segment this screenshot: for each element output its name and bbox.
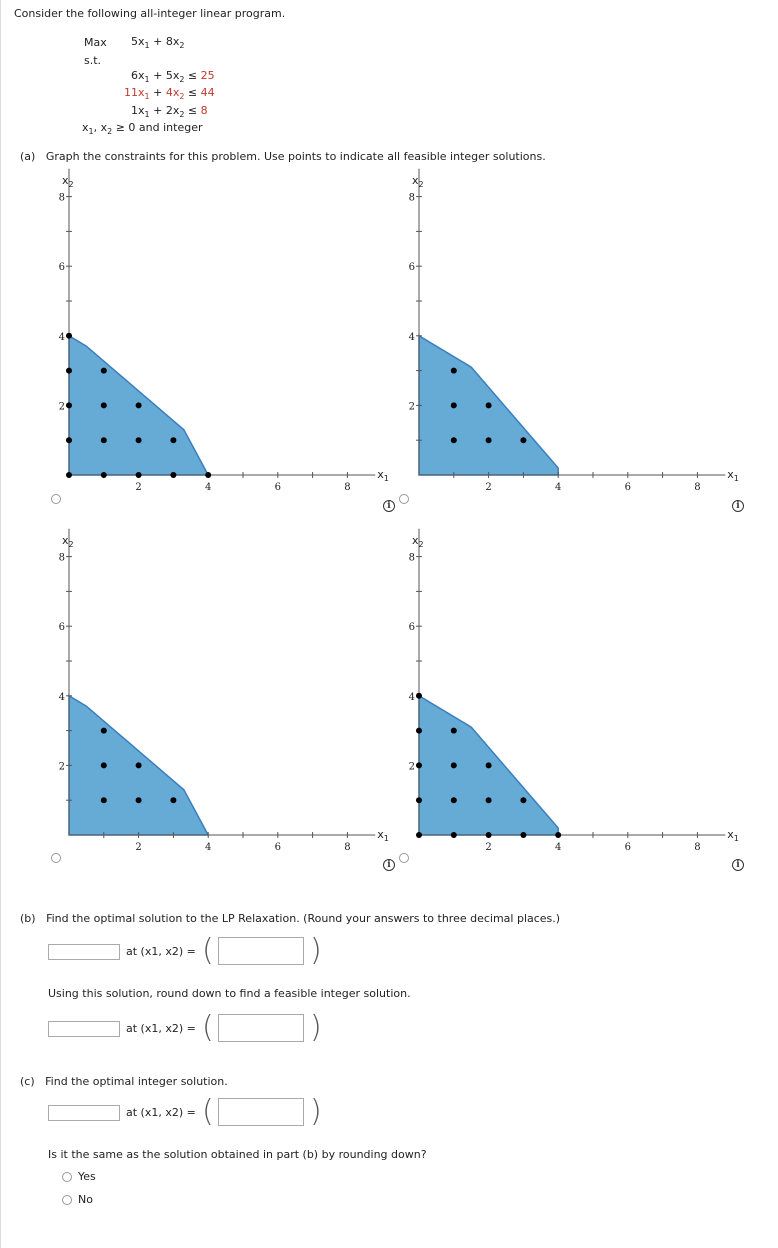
- round-down-text: Using this solution, round down to find a feasible integer solution.: [48, 987, 411, 1000]
- graph-2-radio[interactable]: [399, 494, 409, 504]
- integer-point: [170, 472, 176, 478]
- y-tick-label: 2: [58, 761, 65, 773]
- integer-point: [136, 472, 142, 478]
- at-label: at (x1, x2) =: [126, 1022, 196, 1035]
- integer-point: [136, 402, 142, 408]
- nonnegativity-constraint: $x_1$, $x_2 \ge 0$ and integer: [82, 121, 203, 136]
- part-c-question: (c) Find the optimal integer solution.: [20, 1075, 228, 1088]
- graph-4-plot: [370, 528, 740, 868]
- graph-4-info-icon[interactable]: i: [732, 859, 744, 871]
- integer-point: [101, 368, 107, 374]
- no-label: No: [78, 1193, 93, 1206]
- x-tick-label: 8: [694, 842, 701, 853]
- part-a-question: (a) Graph the constraints for this problem. Use points to indicate all feasible integer solutions.: [20, 150, 546, 163]
- graph-3-radio[interactable]: [51, 853, 61, 863]
- constraint-2: $11x_1 + 4x_2 \le 44$: [124, 86, 215, 101]
- integer-point: [66, 368, 72, 374]
- x-axis-label: $x_1$: [377, 828, 389, 843]
- integer-point: [170, 437, 176, 443]
- x-axis-label: $x_1$: [727, 828, 739, 843]
- rounded-coord-input[interactable]: [218, 1014, 304, 1042]
- x-tick-label: 2: [135, 842, 142, 853]
- x-tick-label: 8: [344, 482, 351, 493]
- x-tick-label: 6: [274, 482, 281, 493]
- close-paren: ): [310, 1010, 322, 1045]
- integer-point: [170, 797, 176, 803]
- integer-point: [486, 437, 492, 443]
- integer-point: [451, 762, 457, 768]
- close-paren: ): [310, 933, 322, 968]
- integer-point: [486, 832, 492, 838]
- integer-point: [416, 693, 422, 699]
- y-axis-label: $x_2$: [412, 534, 424, 549]
- y-axis-label: $x_2$: [412, 174, 424, 189]
- x-tick-label: 4: [555, 842, 562, 853]
- graph-2-plot: [370, 168, 740, 508]
- yes-radio[interactable]: [62, 1172, 72, 1182]
- graph-1-plot: [20, 168, 390, 508]
- open-paren: (: [202, 1094, 214, 1129]
- integer-point: [486, 402, 492, 408]
- integer-point: [101, 728, 107, 734]
- yes-label: Yes: [78, 1170, 96, 1183]
- integer-point: [205, 472, 211, 478]
- integer-point: [101, 797, 107, 803]
- part-b-question: (b) Find the optimal solution to the LP Relaxation. (Round your answers to three decimal places.): [20, 912, 561, 925]
- integer-point: [416, 832, 422, 838]
- integer-point: [136, 437, 142, 443]
- integer-point: [101, 402, 107, 408]
- x-tick-label: 6: [624, 842, 631, 853]
- option-yes[interactable]: [62, 1170, 96, 1183]
- lp-relaxation-answer-row: [48, 935, 348, 969]
- graph-3-info-icon[interactable]: i: [383, 859, 395, 871]
- max-label: Max: [84, 36, 107, 49]
- y-tick-label: 8: [408, 552, 415, 564]
- same-solution-question: Is it the same as the solution obtained in part (b) by rounding down?: [48, 1148, 427, 1161]
- open-paren: (: [202, 933, 214, 968]
- objective-function: $5x_1 + 8x_2$: [131, 35, 185, 50]
- integer-point: [520, 437, 526, 443]
- integer-point: [101, 437, 107, 443]
- x-tick-label: 4: [205, 842, 212, 853]
- rounded-answer-row: [48, 1012, 348, 1046]
- y-axis-label: $x_2$: [62, 174, 74, 189]
- x-tick-label: 6: [274, 842, 281, 853]
- y-tick-label: 2: [408, 401, 415, 413]
- integer-point: [416, 797, 422, 803]
- graph-option-4: [370, 528, 740, 868]
- rounded-value-input[interactable]: [48, 1021, 120, 1037]
- x-tick-label: 4: [205, 482, 212, 493]
- x-axis-label: $x_1$: [727, 468, 739, 483]
- y-tick-label: 8: [408, 192, 415, 204]
- graph-option-1: [20, 168, 390, 508]
- st-label: s.t.: [84, 54, 102, 67]
- integer-point: [416, 728, 422, 734]
- integer-point: [520, 832, 526, 838]
- y-tick-label: 6: [408, 622, 415, 634]
- constraint-3: $1x_1 + 2x_2 \le 8$: [131, 104, 208, 119]
- graph-4-radio[interactable]: [399, 853, 409, 863]
- x-tick-label: 2: [135, 482, 142, 493]
- no-radio[interactable]: [62, 1195, 72, 1205]
- x-axis-label: $x_1$: [377, 468, 389, 483]
- integer-point: [451, 797, 457, 803]
- integer-point: [66, 333, 72, 339]
- integer-point: [66, 437, 72, 443]
- integer-point: [520, 797, 526, 803]
- integer-point: [451, 437, 457, 443]
- open-paren: (: [202, 1010, 214, 1045]
- y-tick-label: 8: [58, 552, 65, 564]
- y-tick-label: 6: [408, 262, 415, 274]
- close-paren: ): [310, 1094, 322, 1129]
- y-tick-label: 4: [58, 331, 65, 343]
- integer-point: [136, 797, 142, 803]
- y-tick-label: 6: [58, 262, 65, 274]
- integer-point: [451, 368, 457, 374]
- y-tick-label: 2: [408, 761, 415, 773]
- x-tick-label: 2: [485, 482, 492, 493]
- y-tick-label: 4: [58, 691, 65, 703]
- option-no[interactable]: [62, 1193, 93, 1206]
- integer-coord-input[interactable]: [218, 1098, 304, 1126]
- x-tick-label: 8: [694, 482, 701, 493]
- integer-point: [101, 472, 107, 478]
- x-tick-label: 2: [485, 842, 492, 853]
- lp-relaxation-coord-input[interactable]: [218, 937, 304, 965]
- integer-point: [555, 832, 561, 838]
- integer-answer-row: [48, 1096, 348, 1130]
- integer-point: [416, 762, 422, 768]
- integer-point: [486, 762, 492, 768]
- lp-relaxation-value-input[interactable]: [48, 944, 120, 960]
- y-tick-label: 4: [408, 691, 415, 703]
- graph-option-2: [370, 168, 740, 508]
- y-tick-label: 4: [408, 331, 415, 343]
- at-label: at (x1, x2) =: [126, 1106, 196, 1119]
- integer-point: [451, 402, 457, 408]
- y-tick-label: 8: [58, 192, 65, 204]
- integer-point: [451, 728, 457, 734]
- integer-point: [101, 762, 107, 768]
- graph-3-plot: [20, 528, 390, 868]
- at-label: at (x1, x2) =: [126, 945, 196, 958]
- graph-1-radio[interactable]: [51, 494, 61, 504]
- graph-1-info-icon[interactable]: i: [383, 500, 395, 512]
- integer-point: [66, 402, 72, 408]
- y-tick-label: 6: [58, 622, 65, 634]
- x-tick-label: 8: [344, 842, 351, 853]
- integer-point: [66, 472, 72, 478]
- integer-value-input[interactable]: [48, 1105, 120, 1121]
- integer-point: [136, 762, 142, 768]
- x-tick-label: 6: [624, 482, 631, 493]
- y-tick-label: 2: [58, 401, 65, 413]
- problem-intro: Consider the following all-integer linear program.: [14, 7, 286, 20]
- y-axis-label: $x_2$: [62, 534, 74, 549]
- integer-point: [451, 832, 457, 838]
- graph-option-3: [20, 528, 390, 868]
- graph-2-info-icon[interactable]: i: [732, 500, 744, 512]
- x-tick-label: 4: [555, 482, 562, 493]
- left-border: [0, 0, 1, 1248]
- integer-point: [486, 797, 492, 803]
- constraint-1: $6x_1 + 5x_2 \le 25$: [131, 69, 215, 84]
